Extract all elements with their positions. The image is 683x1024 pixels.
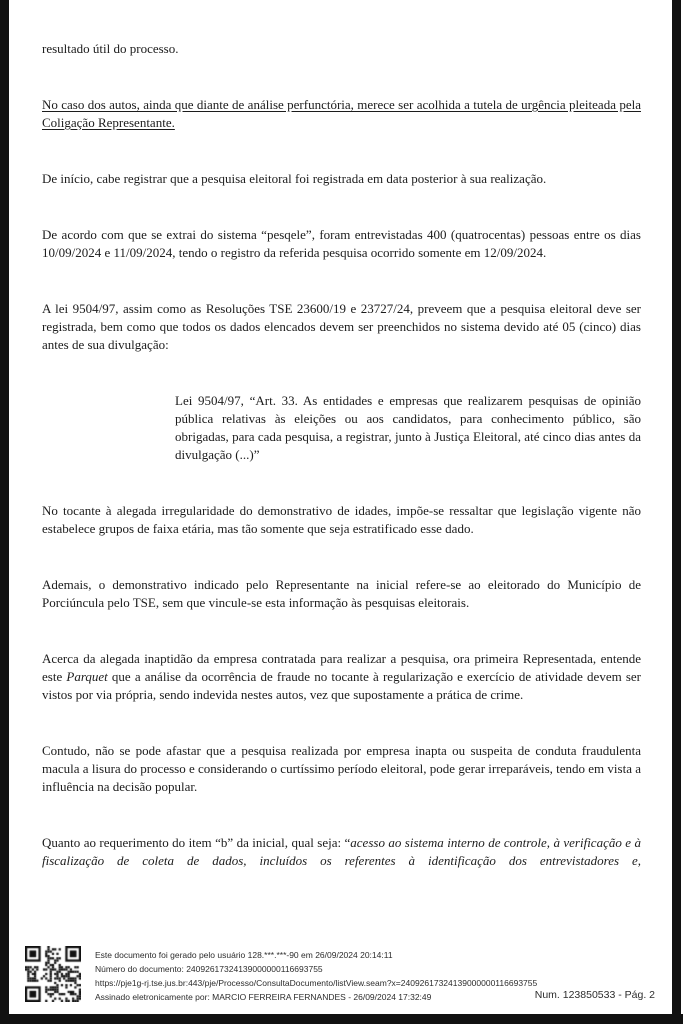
footer-signature-line: Assinado eletronicamente por: MARCIO FERREIRA FERNANDES - 26/09/2024 17:32:49 [95, 992, 432, 1002]
footer-document-number-line: Número do documento: 24092617324139000000116693755 [95, 964, 323, 974]
paragraph-11-text-start: Quanto ao requerimento do item “b” da inicial, qual seja: “ [42, 835, 351, 850]
paragraph-11 [42, 834, 641, 870]
paragraph-10: Contudo, não se pode afastar que a pesquisa realizada por empresa inapta ou suspeita de conduta fraudulenta macula a lisura do processo e considerando o curtíssimo período eleitoral, pode gerar irreparáveis, tendo em vista a influência na decisão popular. [42, 743, 641, 794]
paragraph-8: Ademais, o demonstrativo indicado pelo Representante na inicial refere-se ao eleitorado do Município de Porciúncula pelo TSE, sem que vincule-se esta informação às pesquisas eleitorais. [42, 577, 641, 610]
paragraph-9-text-end: que a análise da ocorrência de fraude no tocante à regularização e exercício de atividade devem ser vistos por via própria, sendo indevida nestes autos, vez que supostamente a prática de crime. [42, 669, 642, 702]
paragraph-9 [42, 650, 641, 704]
qr-code [25, 946, 81, 1002]
document-body [42, 0, 641, 908]
paragraph-1: resultado útil do processo. [42, 41, 179, 56]
paragraph-9-italic-term: Parquet [66, 669, 108, 684]
paragraph-2-underlined: No caso dos autos, ainda que diante de análise perfunctória, merece ser acolhida a tutela de urgência pleiteada pela Coligação Representante. [42, 97, 641, 130]
paragraph-11-italic-quote: acesso ao sistema interno de controle, à verificação e à fiscalização de coleta de dados, incluídos os referentes à identificação dos entrevistadores e, [42, 835, 641, 868]
page-edge-right [672, 0, 681, 1024]
paragraph-4: De acordo com que se extrai do sistema “pesqele”, foram entrevistadas 400 (quatrocentas) pessoas entre os dias 10/09/2024 e 11/09/2024, tendo o registro da referida pesquisa ocorrido somente em 12/09/2024. [42, 227, 641, 260]
paragraph-3: De início, cabe registrar que a pesquisa eleitoral foi registrada em data posterior à sua realização. [42, 171, 547, 186]
page-edge-bottom [0, 1014, 683, 1024]
document-footer [95, 948, 537, 1004]
paragraph-9-text-start: Acerca da alegada inaptidão da empresa contratada para realizar a pesquisa, ora primeira Representada, entende este [42, 651, 641, 684]
footer-generated-line: Este documento foi gerado pelo usuário 128.***.***-90 em 26/09/2024 20:14:11 [95, 950, 393, 960]
paragraph-5: A lei 9504/97, assim como as Resoluções TSE 23600/19 e 23727/24, preveem que a pesquisa eleitoral deve ser registrada, bem como que todos os dados elencados devem ser preenchidos no sistema devido até 05 (cinco) dias antes de sua divulgação: [42, 301, 641, 352]
page-edge-left [0, 0, 9, 1024]
paragraph-7: No tocante à alegada irregularidade do demonstrativo de idades, impõe-se ressaltar que legislação vigente não estabelece grupos de faixa etária, mas tão somente que seja estratificado esse dado. [42, 503, 641, 536]
page-number-label: Num. 123850533 - Pág. 2 [534, 989, 655, 1001]
footer-url-line: https://pje1g-rj.tse.jus.br:443/pje/Processo/ConsultaDocumento/listView.seam?x=24092617324139000000116693755 [95, 978, 538, 988]
quote-block: Lei 9504/97, “Art. 33. As entidades e empresas que realizarem pesquisas de opinião pública relativas às eleições ou aos candidatos, para conhecimento público, são obrigadas, para cada pesquisa, a registrar, junto à Justiça Eleitoral, até cinco dias antes da divulgação (...)” [175, 393, 641, 462]
